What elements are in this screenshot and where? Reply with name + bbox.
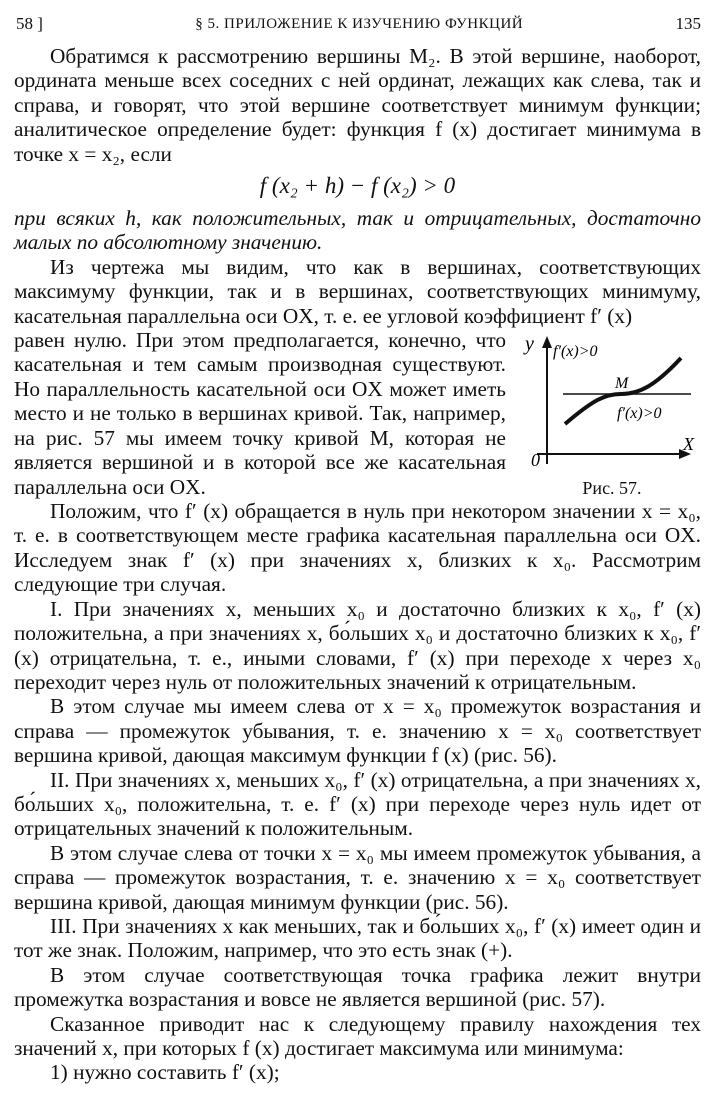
label-x: X (683, 434, 694, 455)
page-number: 135 (675, 14, 701, 33)
paragraph-case-2-result: В этом случае слева от точки x = x₀ мы имеем промежуток убывания, а справа — промежуток возрастания, т. е. значению x = x₀ соответствует вершина кривой, дающая минимум функции (рис. 56). (14, 840, 701, 914)
paragraph-case-2: II. При значениях x, меньших x₀, f′ (x) отрицательна, а при значениях x, бо́льших x₀, положительна, т. е. f′ (x) при переходе через нуль идет от отрицательных значений к положительным. (14, 767, 701, 841)
label-top-derivative: f′(x)>0 (553, 343, 598, 361)
paragraph-minimum-intro: Обратимся к рассмотрению вершины M₂. В этой вершине, наоборот, ордината меньше всех соседних с ней ординат, лежащих как слева, так и справа, и говорят, что этой вершине соответствует минимум функции; аналитическое определение будет: функция f (x) достигает минимума в точке x = x₂, если (14, 44, 701, 166)
label-origin: 0 (531, 450, 540, 471)
figure-57 (523, 328, 701, 499)
paragraph-zero-derivative: Положим, что f′ (x) обращается в нуль при некотором значении x = x₀, т. е. в соответствующем месте графика касательная параллельна оси OX. Исследуем знак f′ (x) при значениях x, близких к x₀. Рассмотрим следующие три случая. (14, 499, 701, 597)
paragraph-rule-intro: Сказанное приводит нас к следующему правилу нахождения тех значений x, при которых f (x) достигает максимума или минимума: (14, 1011, 701, 1060)
label-point-m: M (615, 375, 629, 393)
y-axis-arrow (542, 336, 552, 348)
text-with-figure (14, 328, 701, 499)
paragraph-case-3-result: В этом случае соответствующая точка графика лежит внутри промежутка возрастания и вовсе не является вершиной (рис. 57). (14, 962, 701, 1012)
paragraph-tangent-intro: Из чертежа мы видим, что как в вершинах, соответствующих максимуму функции, так и в вершинах, соответствующих минимуму, касательная параллельна оси OX, т. е. ее угловой коэффициент f′ (x) (14, 254, 701, 328)
paragraph-minimum-condition: при всяких h, как положительных, так и отрицательных, достаточно малых по абсолютному значению. (14, 206, 701, 255)
paragraph-tangent-wrapped: равен нулю. При этом предполагается, конечно, что касательная и тем самым производная существуют. Но параллельность касательной оси OX может иметь место и не только в вершинах кривой. Так, например, на рис. 57 мы имеем точку кривой M, которая не является вершиной и в которой все же касательная параллельна оси OX. (14, 328, 506, 499)
label-bottom-derivative: f′(x)>0 (617, 405, 662, 423)
figure-57-graph (523, 332, 701, 472)
paragraph-rule-step-1: 1) нужно составить f′ (x); (50, 1060, 280, 1085)
minimum-formula: f (x₂ + h) − f (x₂) > 0 (259, 173, 456, 199)
running-title: § 5. ПРИЛОЖЕНИЕ К ИЗУЧЕНИЮ ФУНКЦИЙ (195, 15, 524, 32)
paragraph-case-1-result: В этом случае мы имеем слева от x = x₀ промежуток возрастания и справа — промежуток убывания, т. е. значению x = x₀ соответствует вершина кривой, дающая максимум функции f (x) (рис. 56). (14, 694, 701, 768)
figure-caption: Рис. 57. (582, 478, 642, 499)
paragraph-case-1: I. При значениях x, меньших x₀ и достаточно близких к x₀, f′ (x) положительна, а при значениях x, бо́льших x₀ и достаточно близких к x₀, f′ (x) отрицательна, т. е., иными словами, f′ (x) при переходе x через x₀ переходит через нуль от положительных значений к отрицательным. (14, 596, 701, 694)
section-number: 58 ] (16, 14, 43, 33)
page-body (14, 44, 701, 1085)
label-y: y (525, 333, 534, 356)
page-header (16, 12, 701, 36)
paragraph-case-3: III. При значениях x как меньших, так и бо́льших x₀, f′ (x) имеет один и тот же знак. Положим, например, что это есть знак (+). (14, 913, 701, 963)
